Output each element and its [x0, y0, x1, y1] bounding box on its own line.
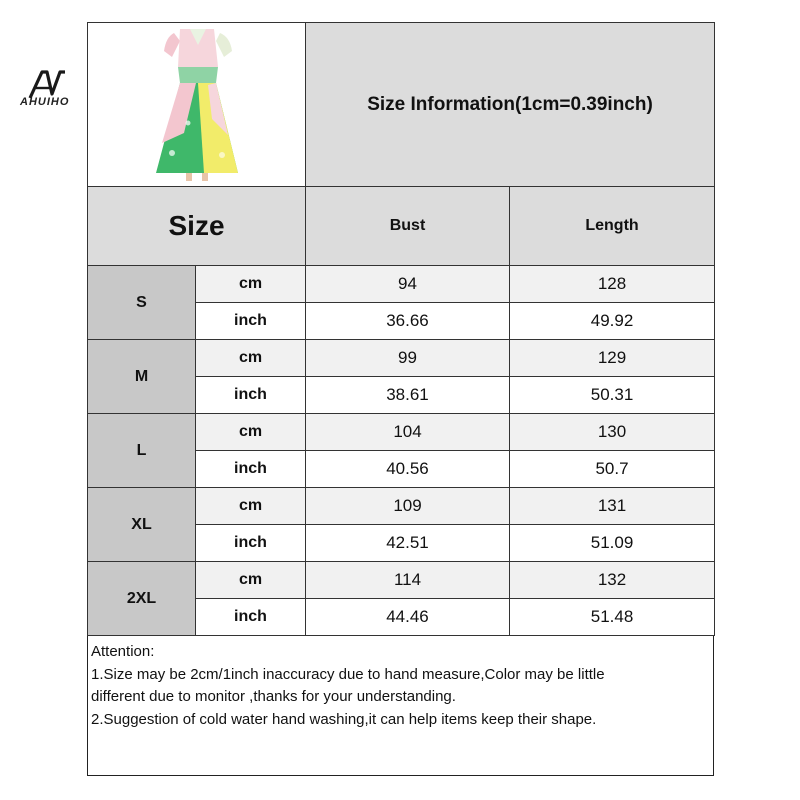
bust-value: 44.46 — [306, 599, 510, 636]
unit-label: inch — [196, 451, 306, 488]
bust-value: 94 — [306, 266, 510, 303]
column-header-length: Length — [510, 187, 715, 266]
table-row — [88, 266, 715, 303]
notes-line: 1.Size may be 2cm/1inch inaccuracy due to hand measure,Color may be little — [91, 665, 605, 683]
size-info-title: Size Information(1cm=0.39inch) — [306, 23, 715, 187]
length-value: 50.7 — [510, 451, 715, 488]
bust-value: 38.61 — [306, 377, 510, 414]
length-value: 128 — [510, 266, 715, 303]
unit-label: cm — [196, 488, 306, 525]
size-label: S — [88, 266, 196, 340]
notes-line: 2.Suggestion of cold water hand washing,it can help items keep their shape. — [91, 710, 597, 728]
bust-value: 36.66 — [306, 303, 510, 340]
brand-logo-text: AHUIHO — [20, 96, 70, 108]
length-value: 130 — [510, 414, 715, 451]
length-value: 129 — [510, 340, 715, 377]
attention-notes — [91, 641, 706, 731]
bust-value: 109 — [306, 488, 510, 525]
bust-value: 104 — [306, 414, 510, 451]
unit-label: cm — [196, 562, 306, 599]
unit-label: cm — [196, 340, 306, 377]
length-value: 50.31 — [510, 377, 715, 414]
bust-value: 114 — [306, 562, 510, 599]
length-value: 132 — [510, 562, 715, 599]
table-row — [88, 562, 715, 599]
size-label: XL — [88, 488, 196, 562]
unit-label: inch — [196, 525, 306, 562]
unit-label: inch — [196, 303, 306, 340]
length-value: 51.48 — [510, 599, 715, 636]
size-label: M — [88, 340, 196, 414]
size-header: Size — [88, 187, 306, 266]
unit-label: inch — [196, 377, 306, 414]
bust-value: 99 — [306, 340, 510, 377]
size-label: L — [88, 414, 196, 488]
bust-value: 40.56 — [306, 451, 510, 488]
notes-heading: Attention: — [91, 643, 155, 660]
unit-label: inch — [196, 599, 306, 636]
size-label: 2XL — [88, 562, 196, 636]
notes-line: different due to monitor ,thanks for your understanding. — [91, 688, 456, 705]
table-row — [88, 414, 715, 451]
length-value: 51.09 — [510, 525, 715, 562]
product-photo — [138, 23, 256, 181]
table-row — [88, 340, 715, 377]
size-table — [87, 22, 715, 636]
unit-label: cm — [196, 266, 306, 303]
column-header-bust: Bust — [306, 187, 510, 266]
length-value: 49.92 — [510, 303, 715, 340]
table-row — [88, 488, 715, 525]
length-value: 131 — [510, 488, 715, 525]
unit-label: cm — [196, 414, 306, 451]
bust-value: 42.51 — [306, 525, 510, 562]
product-photo-cell — [88, 23, 306, 187]
